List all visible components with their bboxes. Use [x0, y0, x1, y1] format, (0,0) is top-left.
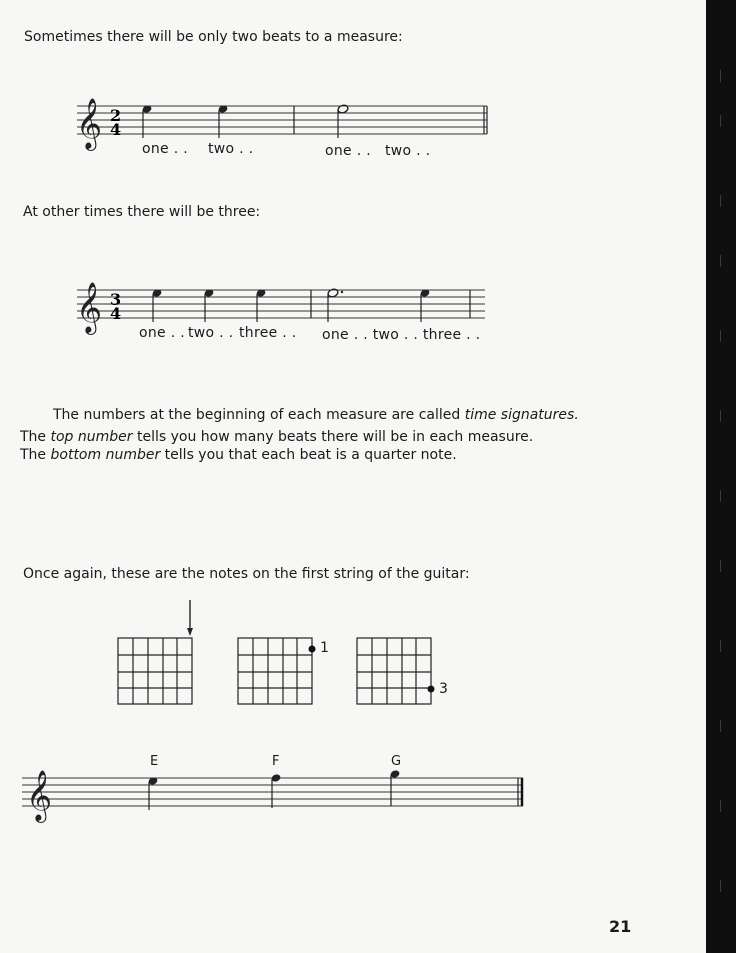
treble-clef-icon: 𝄞 — [76, 98, 103, 149]
note-name-g: G — [391, 754, 402, 769]
finger-number: 1 — [320, 640, 329, 656]
staff-two-four — [75, 92, 495, 152]
emphasis: top number — [50, 429, 133, 445]
paragraph-line-1: The numbers at the beginning of each measure are called time signatures. — [53, 407, 579, 423]
page-number: 21 — [609, 917, 632, 936]
treble-clef-icon: 𝄞 — [26, 770, 53, 821]
page-binding-edge — [706, 0, 736, 953]
staff-first-string — [20, 768, 540, 838]
beat-count: two . . — [385, 143, 431, 159]
emphasis: bottom number — [50, 447, 161, 463]
beat-count: one . . — [142, 141, 188, 157]
finger-dot — [428, 686, 435, 693]
beat-count: two . . — [188, 325, 234, 341]
emphasis: time signatures. — [464, 407, 579, 423]
fret-diagram-e — [113, 598, 203, 708]
intro-text: Sometimes there will be only two beats to a measure: — [24, 29, 403, 45]
paragraph-line-2: The top number tells you how many beats there will be in each measure. — [20, 429, 534, 445]
beat-count: three . . — [239, 325, 297, 341]
treble-clef-icon: 𝄞 — [76, 282, 103, 333]
fret-diagram-f — [233, 598, 323, 708]
beat-count: two . . — [208, 141, 254, 157]
note-name-e: E — [150, 754, 159, 769]
finger-dot — [309, 646, 316, 653]
note-name-f: F — [272, 754, 280, 769]
fret-diagram-g — [352, 598, 442, 708]
time-sig-top: 3 — [110, 290, 122, 309]
first-string-intro: Once again, these are the notes on the first string of the guitar: — [23, 566, 470, 582]
beat-count: one . . two . . three . . — [322, 327, 481, 343]
beat-count: one . . — [139, 325, 185, 341]
time-sig-bottom: 4 — [110, 120, 122, 139]
time-sig-top: 2 — [110, 106, 122, 125]
paragraph-line-3: The bottom number tells you that each beat is a quarter note. — [20, 447, 457, 463]
example2-intro: At other times there will be three: — [23, 204, 261, 220]
time-sig-bottom: 4 — [110, 304, 122, 323]
finger-number: 3 — [439, 681, 448, 697]
beat-count: one . . — [325, 143, 371, 159]
